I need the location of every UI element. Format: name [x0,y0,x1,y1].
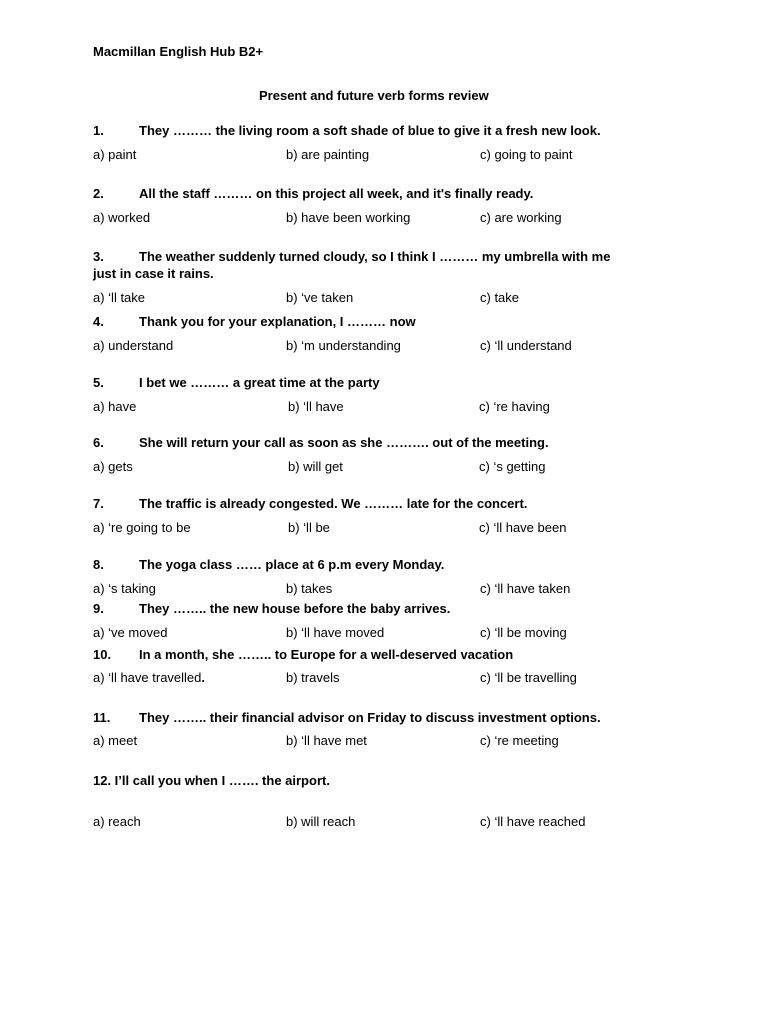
question-number: 10. [93,647,112,662]
option-b: b) ‘ll have met [286,733,367,748]
option-b: b) have been working [286,210,411,225]
question-text: In a month, she …….. to Europe for a well-deserved vacation [139,647,514,662]
course-header: Macmillan English Hub B2+ [93,44,264,59]
option-c: c) ‘ll have reached [480,814,586,829]
option-b: b) will reach [286,814,356,829]
option-a: a) worked [93,210,151,225]
option-a: a) ‘s taking [93,581,156,596]
question-text: Thank you for your explanation, I ……… now [139,314,416,329]
option-c: c) ‘ll be travelling [480,670,577,685]
option-b: b) ‘ve taken [286,290,354,305]
question-number: 9. [93,601,104,616]
worksheet-title: Present and future verb forms review [259,88,489,103]
option-b: b) ‘m understanding [286,338,401,353]
option-a [93,670,205,686]
question-number: 8. [93,557,104,572]
question-text: 12. I’ll call you when I ……. the airport. [93,773,330,788]
question-number: 7. [93,496,104,511]
option-b: b) ‘ll have moved [286,625,385,640]
option-c: c) are working [480,210,562,225]
option-c: c) ‘s getting [479,459,546,474]
question-text: I bet we ……… a great time at the party [139,375,380,390]
question-text: They ……… the living room a soft shade of blue to give it a fresh new look. [139,123,601,138]
option-a: a) ‘ll take [93,290,146,305]
option-b: b) are painting [286,147,370,162]
option-c: c) ‘re having [479,399,550,414]
option-b: b) takes [286,581,333,596]
option-a: a) have [93,399,137,414]
option-b: b) ‘ll have [288,399,344,414]
question-number: 1. [93,123,104,138]
question-text: They …….. the new house before the baby arrives. [139,601,451,616]
question-text-continued: just in case it rains. [93,266,214,281]
question-text: The yoga class …… place at 6 p.m every Monday. [139,557,445,572]
option-b: b) will get [288,459,343,474]
question-text: They …….. their financial advisor on Friday to discuss investment options. [139,710,601,725]
option-c: c) going to paint [480,147,573,162]
option-a-period: . [201,670,206,685]
option-a: a) understand [93,338,174,353]
question-text: The traffic is already congested. We ……… late for the concert. [139,496,528,511]
question-number: 2. [93,186,104,201]
question-text: The weather suddenly turned cloudy, so I think I ……… my umbrella with me [139,249,611,264]
option-b: b) ‘ll be [288,520,330,535]
question-number: 6. [93,435,104,450]
option-b: b) travels [286,670,340,685]
option-c: c) take [480,290,520,305]
question-number: 4. [93,314,104,329]
option-a: a) ‘ve moved [93,625,168,640]
question-text: She will return your call as soon as she ………. out of the meeting. [139,435,549,450]
option-c: c) ‘re meeting [480,733,559,748]
option-a: a) meet [93,733,138,748]
question-text: All the staff ……… on this project all week, and it's finally ready. [139,186,534,201]
option-a: a) paint [93,147,137,162]
option-a: a) gets [93,459,133,474]
question-number: 3. [93,249,104,264]
option-a-text: a) ‘ll have travelled [93,670,202,685]
option-c: c) ‘ll be moving [480,625,567,640]
option-c: c) ‘ll have taken [480,581,571,596]
question-number: 11. [93,710,111,725]
question-number: 5. [93,375,104,390]
option-c: c) ‘ll have been [479,520,567,535]
option-c: c) ‘ll understand [480,338,572,353]
option-a: a) ‘re going to be [93,520,191,535]
option-a: a) reach [93,814,141,829]
